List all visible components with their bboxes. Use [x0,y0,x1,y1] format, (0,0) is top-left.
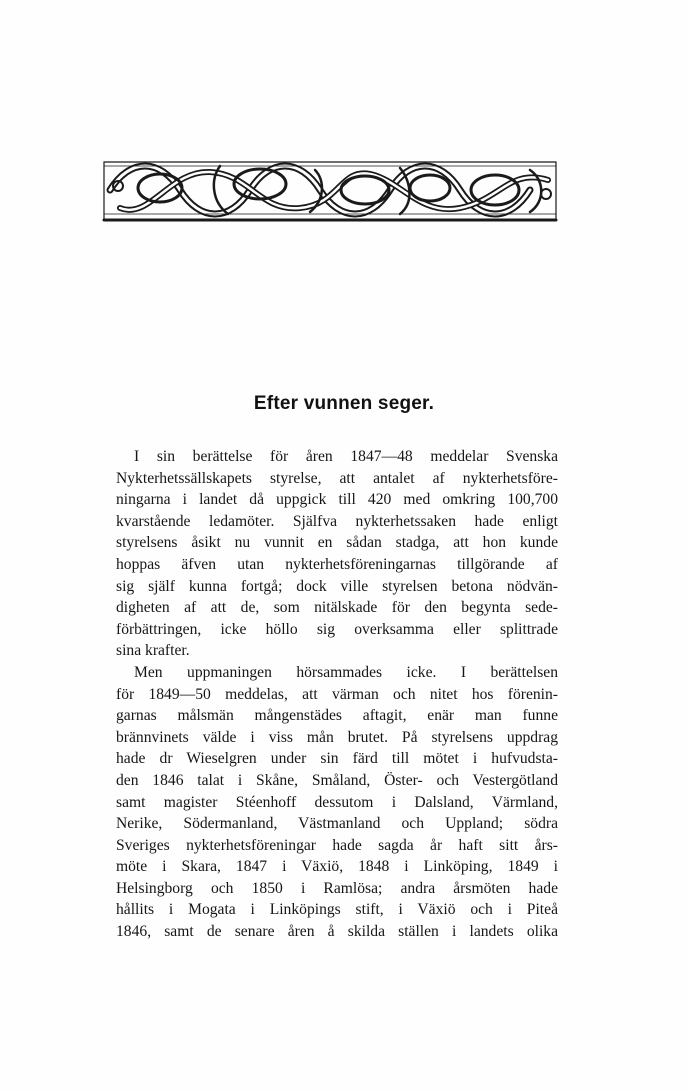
page-title: Efter vunnen seger. [253,393,435,414]
text-line: styrelsens åsikt nu vunnit en sådan stadga, att hon kunde [116,534,558,552]
text-line: sina krafter. [116,642,190,660]
text-line: 1846, samt de senare åren å skilda ställen i landets olika [116,923,558,941]
text-line: garnas målsmän mångenstädes aftagit, enär man funne [116,707,558,725]
text-line: Nykterhetssällskapets styrelse, att antalet af nykterhetsföre- [116,469,558,487]
text-line: Helsingborg och 1850 i Ramlösa; andra årsmöten hade [116,879,558,897]
interlace-ornament [100,150,560,232]
text-line: hållits i Mogata i Linköpings stift, i Växiö och i Piteå [116,901,558,919]
text-line: hade dr Wieselgren under sin färd till mötet i hufvudsta- [116,750,558,768]
text-line: den 1846 talat i Skåne, Småland, Öster- och Vestergötland [116,771,558,789]
text-line: Nerike, Södermanland, Västmanland och Uppland; södra [116,815,558,833]
text-line: Men uppmaningen hörsammades icke. I berättelsen [134,663,558,681]
text-line: ningarna i landet då uppgick till 420 med omkring 100,700 [116,491,558,509]
text-line: för 1849—50 meddelas, att värman och nitet hos förenin- [116,685,558,703]
text-line: hoppas äfven utan nykterhetsföreningarnas tillgörande af [116,555,558,573]
text-line: brännvinets välde i viss mån brutet. På styrelsens uppdrag [116,728,558,746]
text-line: förbättringen, icke höllo sig overksamma eller splittrade [116,620,558,638]
body-text [116,446,558,943]
text-line: samt magister Stéenhoff dessutom i Dalsland, Värmland, [116,793,558,811]
text-line: kvarstående ledamöter. Själfva nykterhetssaken hade enligt [116,512,558,530]
text-line: möte i Skara, 1847 i Växiö, 1848 i Linköping, 1849 i [116,858,558,876]
text-line: digheten af att de, som nitälskade för den begynta sede- [116,599,558,617]
text-line: Sveriges nykterhetsföreningar hade sagda år haft sitt års- [116,836,558,854]
text-line: I sin berättelse för åren 1847—48 meddelar Svenska [134,448,558,465]
text-line: sig själf kunna fortgå; dock ville styrelsen betona nödvän- [116,577,558,595]
